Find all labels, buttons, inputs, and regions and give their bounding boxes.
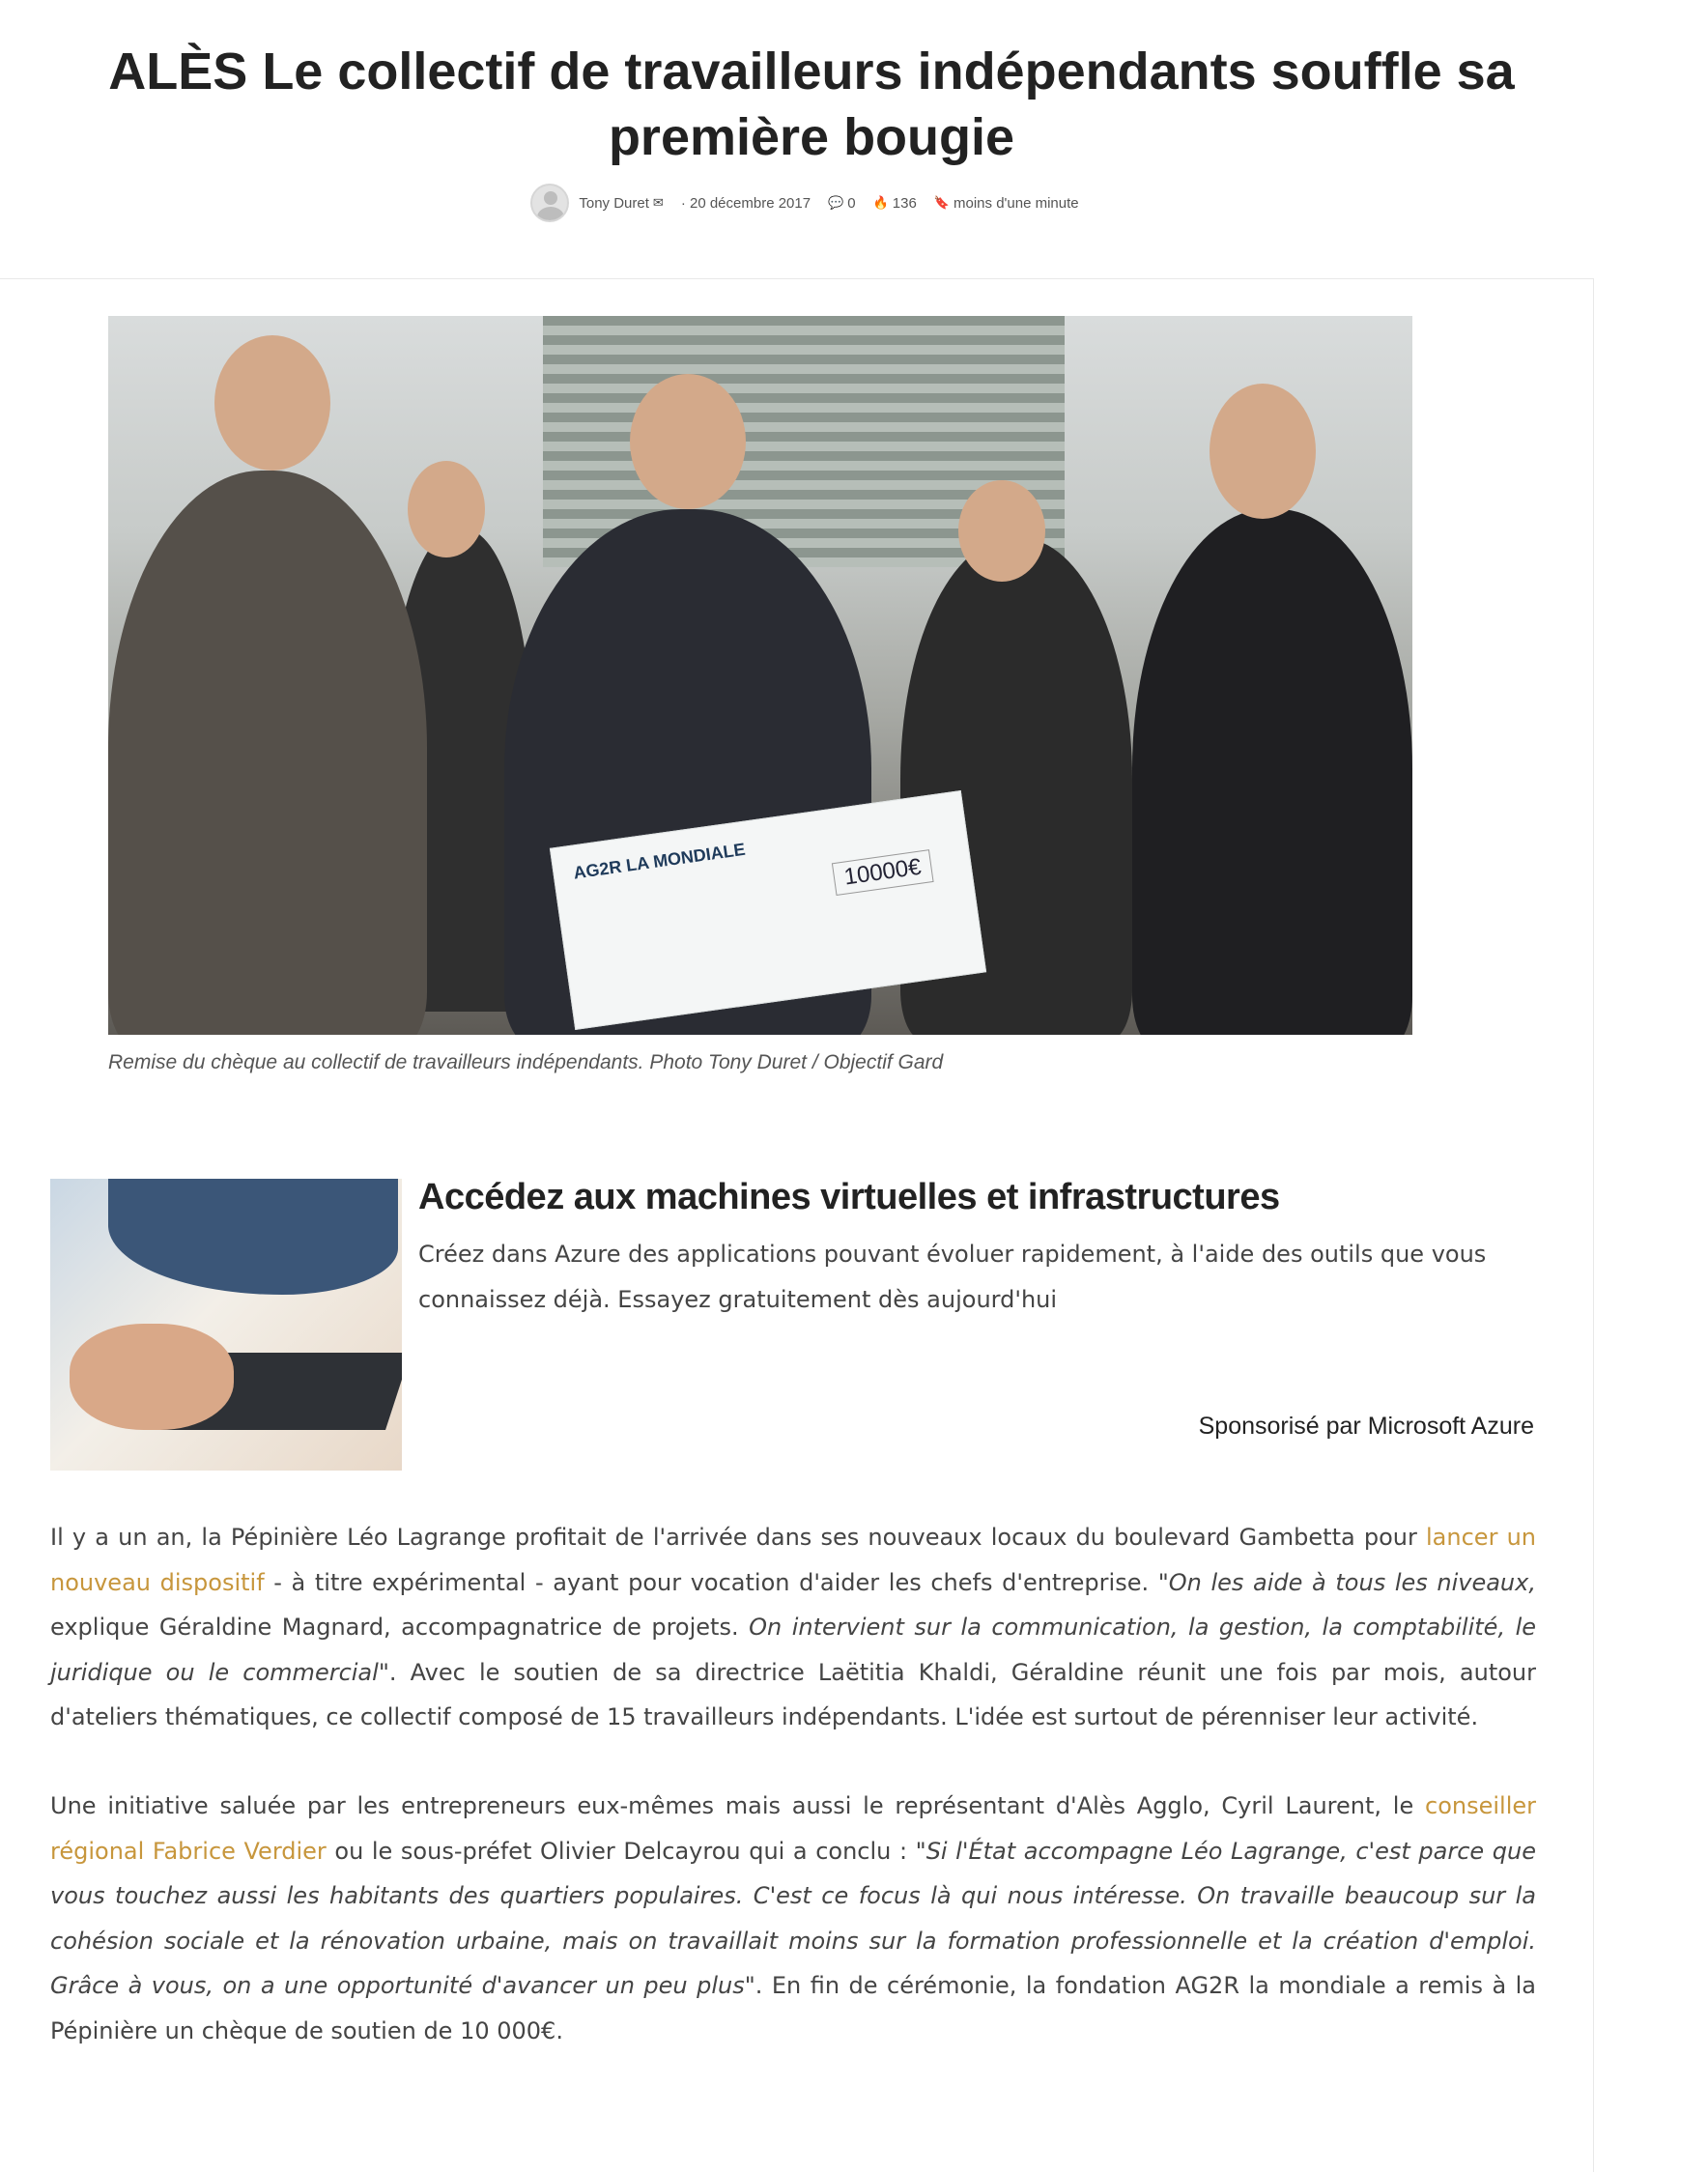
read-time-meta [930, 195, 1079, 212]
cheque-brand: AG2R LA MONDIALE [572, 839, 747, 883]
article-paragraph-2 [50, 1784, 1536, 2053]
post-meta [0, 184, 1623, 222]
thumb-hand [70, 1324, 234, 1430]
text: - à titre expérimental - ayant pour vocation d'aider les chefs d'entreprise. " [264, 1568, 1169, 1596]
text: ou le sous-préfet Olivier Delcayrou qui a conclu : " [326, 1837, 926, 1865]
page-title: ALÈS Le collectif de travailleurs indépendants souffle sa première bougie [108, 43, 1515, 166]
article-paragraph-1 [50, 1515, 1536, 1740]
article-photo[interactable] [108, 316, 1412, 1035]
cheque-amount: 10000€ [832, 849, 934, 896]
comments-icon: 💬 [828, 195, 844, 210]
text: Une initiative saluée par les entrepreneurs eux-mêmes mais aussi le représentant d'Alès Agglo, Cyril Laurent, le [50, 1792, 1425, 1819]
text: Il y a un an, la Pépinière Léo Lagrange profitait de l'arrivée dans ses nouveaux locaux du boulevard Gambetta pour [50, 1524, 1427, 1551]
photo-caption: Remise du chèque au collectif de travailleurs indépendants. Photo Tony Duret / Objectif Gard [108, 1051, 944, 1073]
link-nouveau-dispositif[interactable]: lancer un nouveau dispositif [50, 1524, 1537, 1596]
photo-head [1210, 384, 1316, 519]
read-time: moins d'une minute [954, 194, 1079, 212]
text: ". Avec le soutien de sa directrice Laëtitia Khaldi, Géraldine réunit une fois par mois, autour d'ateliers thématiques, ce collectif composé de 15 travailleurs indépendants. L'idée est surtout de pérenniser leur activité. [50, 1658, 1537, 1730]
quote: Si l'État accompagne Léo Lagrange, c'est parce que vous touchez aussi les habitants des quartiers populaires. C'est ce focus là qui nous intéresse. On travaille beaucoup sur la cohésion sociale et la rénovation urbaine, mais on travaillait moins sur la formation professionnelle et la création d'emploi. Grâce à vous, on a une opportunité d'avancer un peu plus [50, 1837, 1537, 1999]
quote: On intervient sur la communication, la gestion, la comptabilité, le juridique ou le commercial [50, 1614, 1537, 1686]
fire-icon: 🔥 [872, 195, 889, 210]
author-meta[interactable] [579, 195, 667, 212]
comments-count[interactable]: 0 [847, 194, 856, 212]
views-count: 136 [892, 194, 917, 212]
text: ". En fin de cérémonie, la fondation AG2R la mondiale a remis à la Pépinière un chèque de soutien de 10 000€. [50, 1972, 1536, 2044]
thumb-sleeve [108, 1179, 398, 1295]
quote: On les aide à tous les niveaux, [1168, 1568, 1536, 1596]
comments-meta[interactable] [824, 195, 856, 212]
post-date: 20 décembre 2017 [689, 194, 811, 212]
date-meta [681, 195, 811, 212]
bookmark-icon: 🔖 [933, 195, 951, 210]
ad-title[interactable]: Accédez aux machines virtuelles et infrastructures [418, 1177, 1280, 1217]
link-conseiller-regional[interactable]: conseiller régional Fabrice Verdier [50, 1792, 1536, 1865]
photo-head [214, 335, 330, 471]
photo-head [408, 461, 485, 557]
photo-person [1132, 509, 1412, 1035]
envelope-icon[interactable]: ✉ [652, 195, 664, 210]
views-meta [869, 195, 917, 212]
separator: · [680, 194, 690, 212]
user-avatar-icon[interactable] [530, 184, 569, 222]
photo-head [958, 480, 1045, 582]
ad-thumbnail[interactable] [50, 1179, 402, 1471]
ad-description[interactable]: Créez dans Azure des applications pouvant évoluer rapidement, à l'aide des outils que vous connaissez déjà. Essayez gratuitement dès aujourd'hui [418, 1241, 1487, 1313]
text: explique Géraldine Magnard, accompagnatrice de projets. [50, 1614, 750, 1641]
ad-sponsor[interactable]: Sponsorisé par Microsoft Azure [1198, 1413, 1534, 1440]
photo-person [108, 471, 427, 1035]
author-name[interactable]: Tony Duret [579, 194, 649, 212]
photo-head [630, 374, 746, 509]
